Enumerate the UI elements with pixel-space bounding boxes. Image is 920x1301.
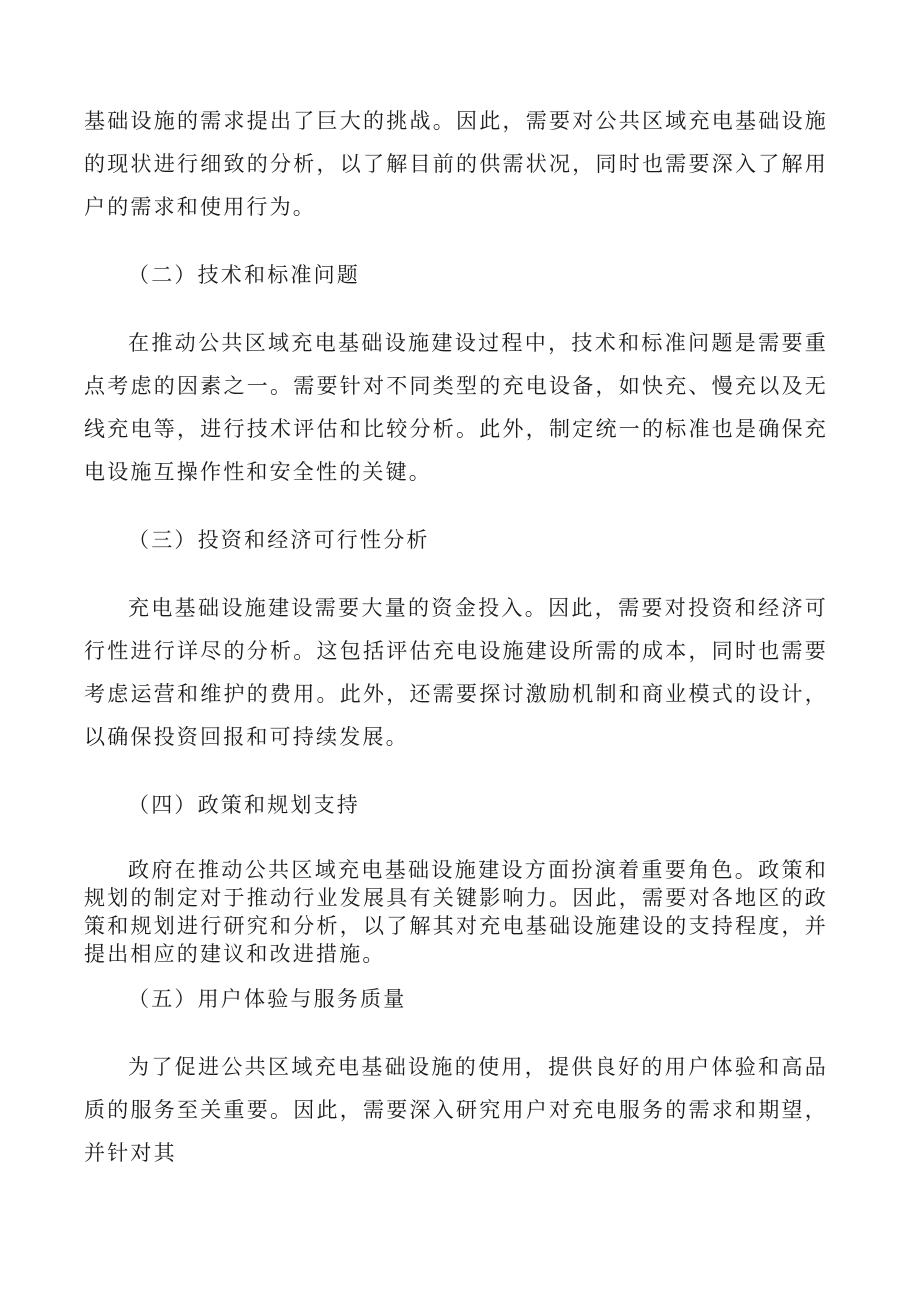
paragraph-investment: 充电基础设施建设需要大量的资金投入。因此，需要对投资和经济可行性进行详尽的分析。这包括评估充电设施建设所需的成本，同时也需要考虑运营和维护的费用。此外，还需要探讨激励机制和商业模式的设计，以确保投资回报和可持续发展。	[84, 596, 828, 749]
paragraph-policy: 政府在推动公共区域充电基础设施建设方面扮演着重要角色。政策和规划的制定对于推动行业发展具有关键影响力。因此，需要对各地区的政策和规划进行研究和分析，以了解其对充电基础设施建设的支持程度，并提出相应的建议和改进措施。	[84, 858, 828, 966]
section-heading-investment: （三）投资和经济可行性分析	[128, 528, 430, 552]
section-heading-policy: （四）政策和规划支持	[128, 793, 360, 817]
document-page	[84, 100, 828, 1175]
section-heading-tech-standards: （二）技术和标准问题	[128, 263, 360, 287]
paragraph-demand-analysis: 基础设施的需求提出了巨大的挑战。因此，需要对公共区域充电基础设施的现状进行细致的分析，以了解目前的供需状况，同时也需要深入了解用户的需求和使用行为。	[84, 109, 828, 219]
policy-paragraph-wrap	[84, 852, 828, 978]
paragraph-tech-standards: 在推动公共区域充电基础设施建设过程中，技术和标准问题是需要重点考虑的因素之一。需要针对不同类型的充电设备，如快充、慢充以及无线充电等，进行技术评估和比较分析。此外，制定统一的标准也是确保充电设施互操作性和安全性的关键。	[84, 331, 828, 484]
section-heading-user-experience: （五）用户体验与服务质量	[128, 987, 407, 1011]
paragraph-user-experience: 为了促进公共区域充电基础设施的使用，提供良好的用户体验和高品质的服务至关重要。因此，需要深入研究用户对充电服务的需求和期望，并针对其	[84, 1055, 828, 1165]
